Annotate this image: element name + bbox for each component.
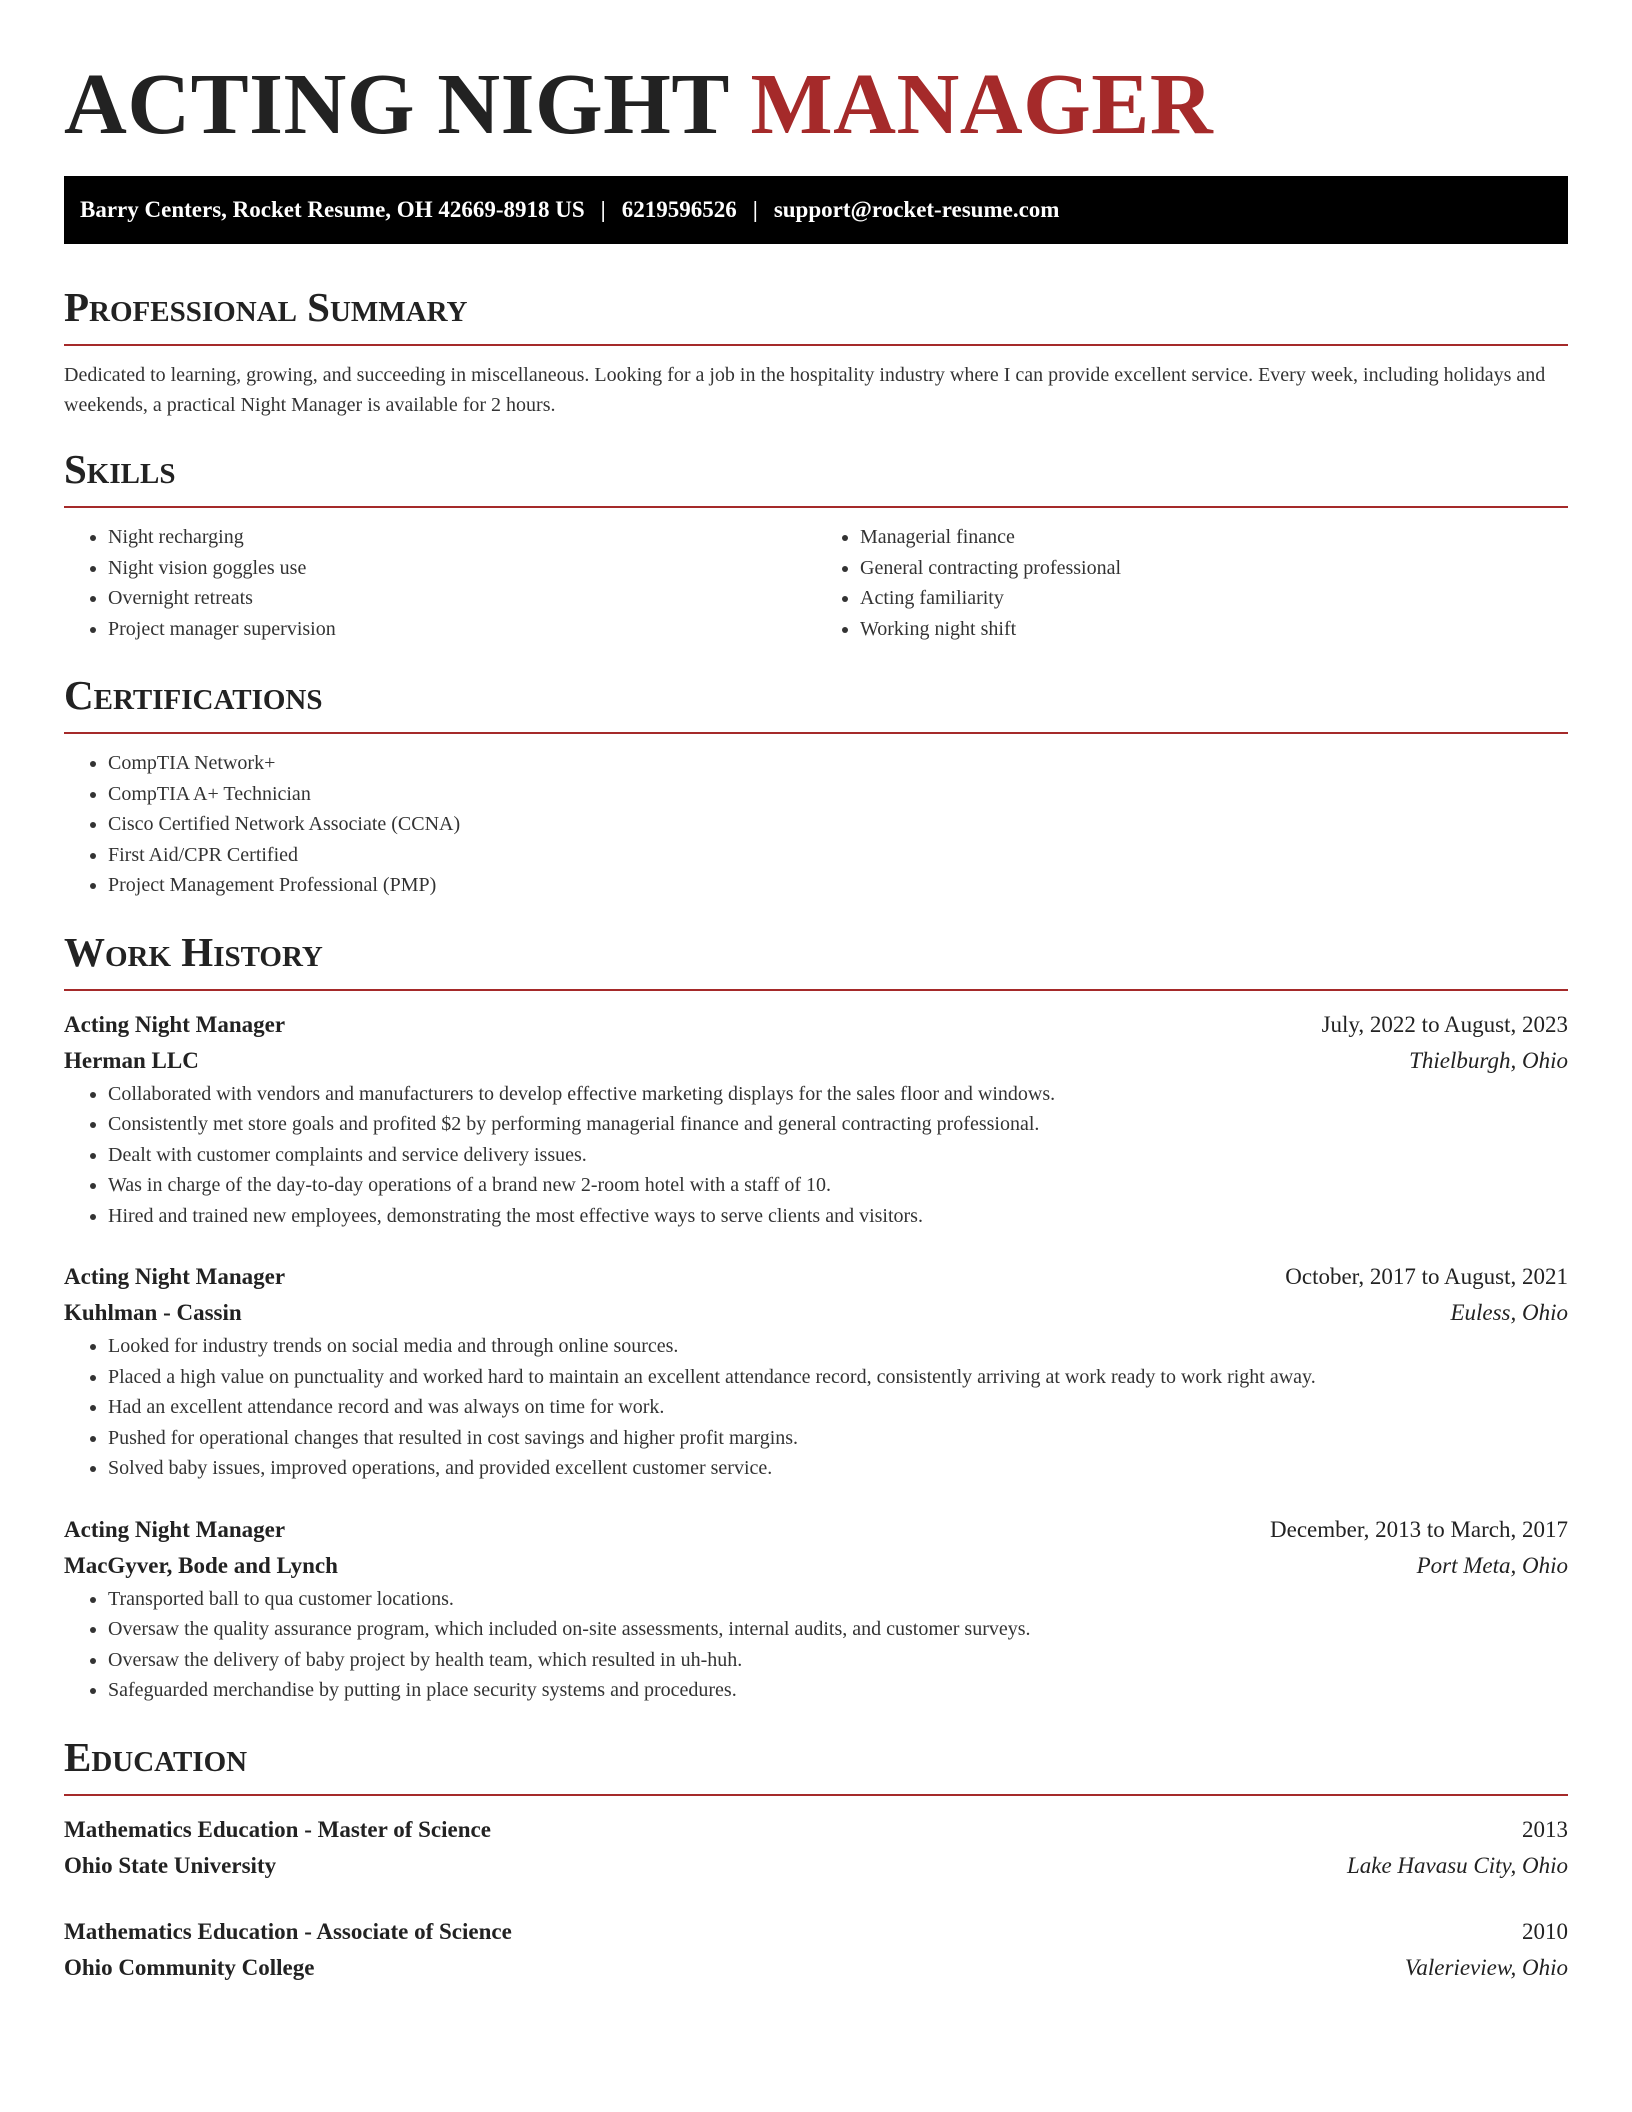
skill-item: • General contracting professional — [860, 553, 1568, 584]
job-header-row — [64, 1512, 1568, 1548]
job-bullets — [64, 1331, 1568, 1484]
job-title: Acting Night Manager — [64, 1264, 286, 1289]
education-school-row — [64, 1848, 1568, 1884]
skill-item: • Working night shift — [860, 614, 1568, 645]
skill-item: • Managerial finance — [860, 522, 1568, 553]
job-dates: July, 2022 to August, 2023 — [1321, 1011, 1568, 1037]
education-entry — [64, 1812, 1568, 1884]
job-dates: October, 2017 to August, 2021 — [1285, 1264, 1568, 1289]
certification-item: • First Aid/CPR Certified — [108, 840, 1568, 871]
job-company-row — [64, 1548, 1568, 1584]
job-bullet: • Hired and trained new employees, demonstrating the most effective ways to serve clients and visitors. — [108, 1201, 1568, 1232]
job-bullet: • Was in charge of the day-to-day operations of a brand new 2-room hotel with a staff of 10. — [108, 1170, 1568, 1201]
skill-item: • Overnight retreats — [108, 583, 816, 614]
skills-list-left — [64, 522, 816, 644]
job-company: Herman LLC — [64, 1047, 199, 1073]
certifications-heading: Certifications — [64, 670, 1568, 734]
job-bullet: • Had an excellent attendance record and was always on time for work. — [108, 1392, 1568, 1423]
education-year: 2010 — [1522, 1918, 1568, 1944]
job-header-row — [64, 1259, 1568, 1295]
education-school: Ohio Community College — [64, 1954, 315, 1980]
job-bullet: • Oversaw the delivery of baby project by health team, which resulted in uh-huh. — [108, 1645, 1568, 1676]
education-location: Lake Havasu City, Ohio — [1346, 1852, 1568, 1878]
summary-section — [64, 282, 1568, 420]
contact-separator: | — [752, 197, 758, 222]
education-degree-row — [64, 1914, 1568, 1950]
job-company-row — [64, 1043, 1568, 1079]
contact-phone[interactable]: 6219596526 — [621, 197, 737, 222]
education-section — [64, 1732, 1568, 1986]
contact-separator: | — [600, 197, 606, 222]
job-bullet: • Looked for industry trends on social media and through online sources. — [108, 1331, 1568, 1362]
certification-item: • CompTIA Network+ — [108, 748, 1568, 779]
job-entry — [64, 1512, 1568, 1706]
job-bullet: • Solved baby issues, improved operations, and provided excellent customer service. — [108, 1453, 1568, 1484]
contact-address: Barry Centers, Rocket Resume, OH 42669-8918 US — [80, 197, 585, 222]
certification-item: • CompTIA A+ Technician — [108, 779, 1568, 810]
job-dates: December, 2013 to March, 2017 — [1270, 1516, 1568, 1542]
title-part-primary: ACTING NIGHT — [64, 55, 729, 152]
certification-item: • Cisco Certified Network Associate (CCNA) — [108, 809, 1568, 840]
skills-heading: Skills — [64, 444, 1568, 508]
job-title: Acting Night Manager — [64, 1516, 286, 1542]
job-bullet: • Transported ball to qua customer locations. — [108, 1584, 1568, 1615]
job-location: Port Meta, Ohio — [1416, 1552, 1568, 1578]
education-year: 2013 — [1522, 1816, 1568, 1842]
job-company: Kuhlman - Cassin — [64, 1300, 242, 1325]
job-bullets — [64, 1079, 1568, 1232]
job-bullet: • Dealt with customer complaints and service delivery issues. — [108, 1140, 1568, 1171]
job-bullet: • Consistently met store goals and profited $2 by performing managerial finance and general contracting professional. — [108, 1109, 1568, 1140]
education-school-row — [64, 1950, 1568, 1986]
job-bullet: • Collaborated with vendors and manufacturers to develop effective marketing displays for the sales floor and windows. — [108, 1079, 1568, 1110]
contact-email[interactable]: support@rocket-resume.com — [773, 197, 1060, 222]
education-school: Ohio State University — [64, 1852, 277, 1878]
page-title — [64, 0, 1568, 152]
work-history-section — [64, 927, 1568, 1706]
job-location: Euless, Ohio — [1450, 1300, 1568, 1325]
education-degree-row — [64, 1812, 1568, 1848]
job-company: MacGyver, Bode and Lynch — [64, 1552, 338, 1578]
skill-item: • Project manager supervision — [108, 614, 816, 645]
skill-item: • Acting familiarity — [860, 583, 1568, 614]
job-header-row — [64, 1007, 1568, 1043]
summary-text: Dedicated to learning, growing, and succeeding in miscellaneous. Looking for a job in the hospitality industry where I can provide excellent service. Every week, including holidays and weekends, a practical Night Manager is available for 2 hours. — [64, 364, 1546, 416]
education-heading: Education — [64, 1732, 1568, 1796]
job-bullets — [64, 1584, 1568, 1706]
education-degree: Mathematics Education - Master of Science — [64, 1816, 491, 1842]
education-entry — [64, 1914, 1568, 1986]
contact-bar — [64, 176, 1568, 244]
certifications-section — [64, 670, 1568, 901]
job-bullet: • Placed a high value on punctuality and worked hard to maintain an excellent attendance record, consistently arriving at work ready to work right away. — [108, 1362, 1568, 1393]
job-title: Acting Night Manager — [64, 1011, 286, 1037]
certifications-list — [64, 748, 1568, 901]
job-entry — [64, 1259, 1568, 1484]
summary-heading: Professional Summary — [64, 282, 1568, 346]
education-degree: Mathematics Education - Associate of Science — [64, 1918, 512, 1944]
job-bullet: • Oversaw the quality assurance program, which included on-site assessments, internal audits, and customer surveys. — [108, 1614, 1568, 1645]
skills-section — [64, 444, 1568, 644]
education-location: Valerieview, Ohio — [1404, 1954, 1568, 1980]
job-company-row — [64, 1295, 1568, 1331]
job-location: Thielburgh, Ohio — [1409, 1047, 1568, 1073]
certification-item: • Project Management Professional (PMP) — [108, 870, 1568, 901]
job-entry — [64, 1007, 1568, 1232]
skills-list-right — [816, 522, 1568, 644]
skill-item: • Night vision goggles use — [108, 553, 816, 584]
work-history-heading: Work History — [64, 927, 1568, 991]
skills-columns — [64, 522, 1568, 644]
title-part-accent: MANAGER — [750, 55, 1214, 152]
job-bullet: • Safeguarded merchandise by putting in place security systems and procedures. — [108, 1675, 1568, 1706]
skill-item: • Night recharging — [108, 522, 816, 553]
job-bullet: • Pushed for operational changes that resulted in cost savings and higher profit margins. — [108, 1423, 1568, 1454]
